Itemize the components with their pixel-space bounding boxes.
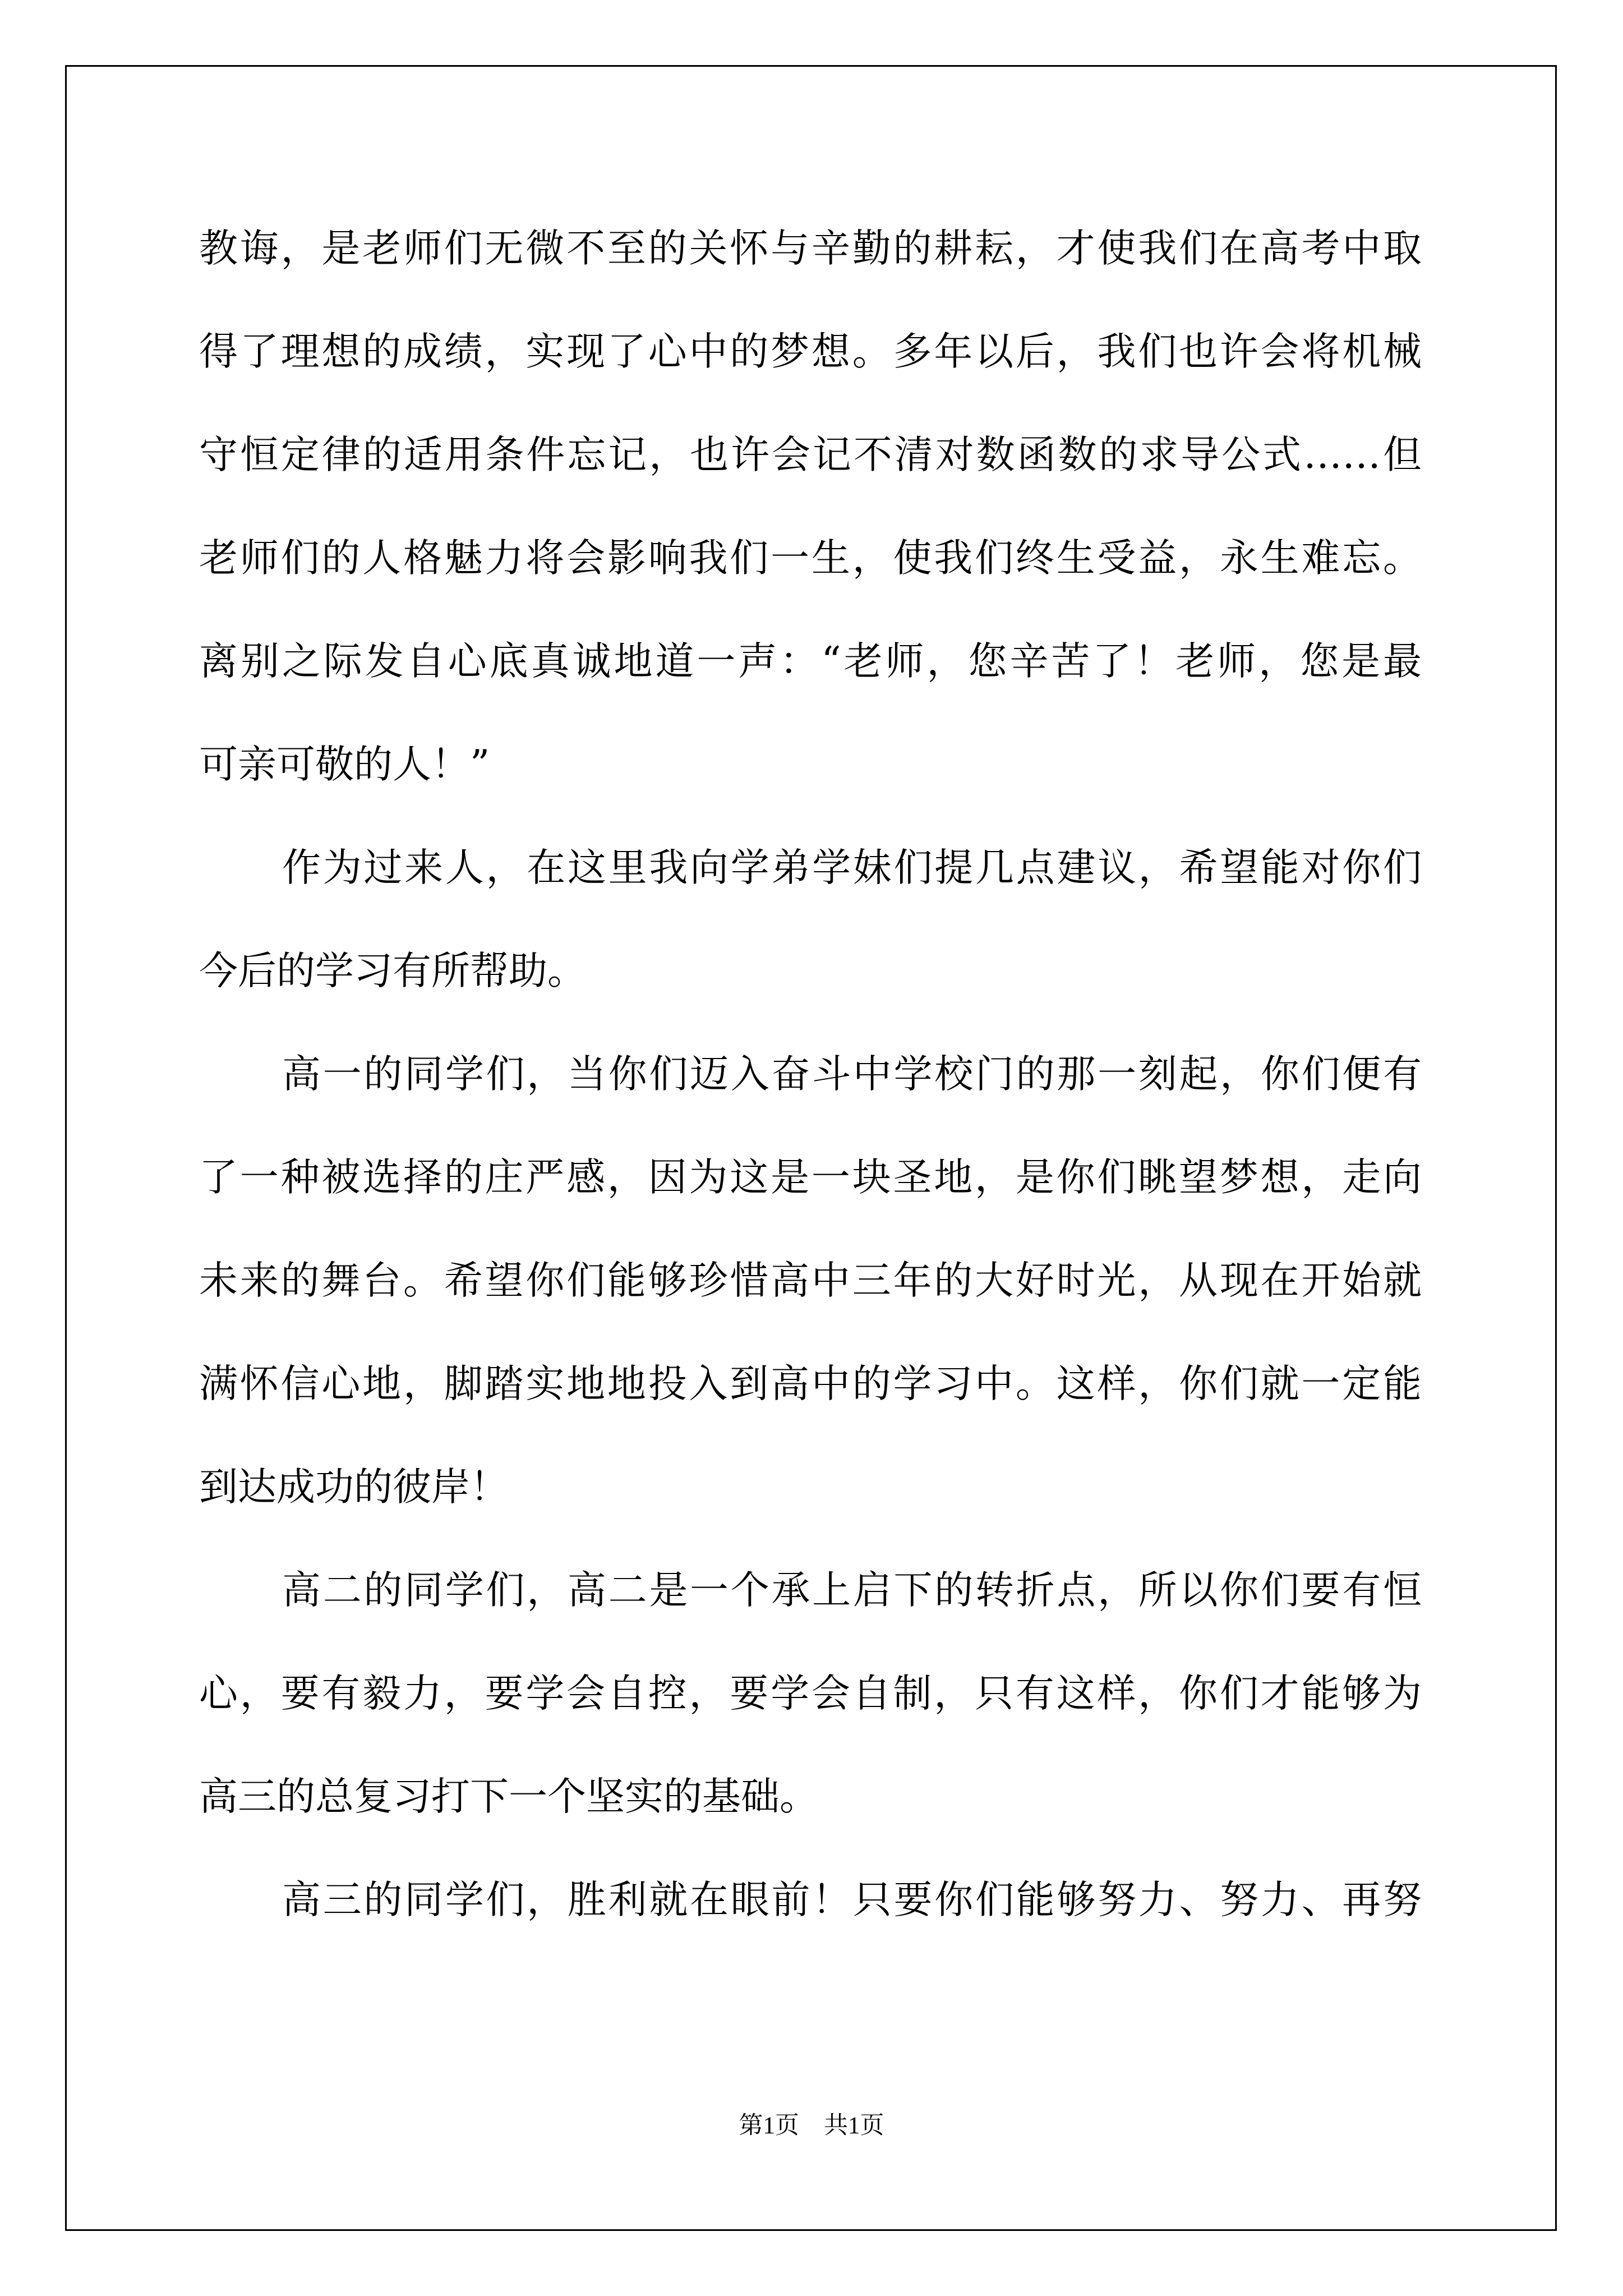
text-line: 到达成功的彼岸！ xyxy=(199,1465,509,1510)
page-footer xyxy=(0,2109,1623,2143)
document-body xyxy=(199,218,1422,1972)
paragraph-start-line: 高一的同学们，当你们迈入奋斗中学校门的那一刻起，你们便有 xyxy=(282,1052,1422,1097)
text-line: 心，要有毅力，要学会自控，要学会自制，只有这样，你们才能够为 xyxy=(199,1671,1422,1716)
text-line: 老师们的人格魅力将会影响我们一生，使我们终生受益，永生难忘。 xyxy=(199,536,1422,581)
paragraph-start-line: 作为过来人，在这里我向学弟学妹们提几点建议，希望能对你们 xyxy=(282,845,1422,890)
text-line: 可亲可敬的人！” xyxy=(199,742,490,787)
text-line: 未来的舞台。希望你们能够珍惜高中三年的大好时光，从现在开始就 xyxy=(199,1258,1422,1303)
text-line: 得了理想的成绩，实现了心中的梦想。多年以后，我们也许会将机械 xyxy=(199,329,1422,374)
text-line: 教诲，是老师们无微不至的关怀与辛勤的耕耘，才使我们在高考中取 xyxy=(199,226,1422,271)
text-line: 高三的总复习打下一个坚实的基础。 xyxy=(199,1774,818,1819)
paragraph-start-line: 高三的同学们，胜利就在眼前！只要你们能够努力、努力、再努 xyxy=(282,1878,1422,1922)
text-line: 了一种被选择的庄严感，因为这是一块圣地，是你们眺望梦想，走向 xyxy=(199,1155,1422,1200)
page-number: 第1页 xyxy=(739,2113,799,2139)
paragraph-start-line: 高二的同学们，高二是一个承上启下的转折点，所以你们要有恒 xyxy=(282,1568,1422,1613)
text-line: 守恒定律的适用条件忘记，也许会记不清对数函数的求导公式……但 xyxy=(199,432,1422,477)
total-pages: 共1页 xyxy=(824,2113,884,2139)
text-line: 离别之际发自心底真诚地道一声：“老师，您辛苦了！老师，您是最 xyxy=(199,639,1422,684)
text-line: 今后的学习有所帮助。 xyxy=(199,949,586,993)
text-line: 满怀信心地，脚踏实地地投入到高中的学习中。这样，你们就一定能 xyxy=(199,1361,1422,1406)
